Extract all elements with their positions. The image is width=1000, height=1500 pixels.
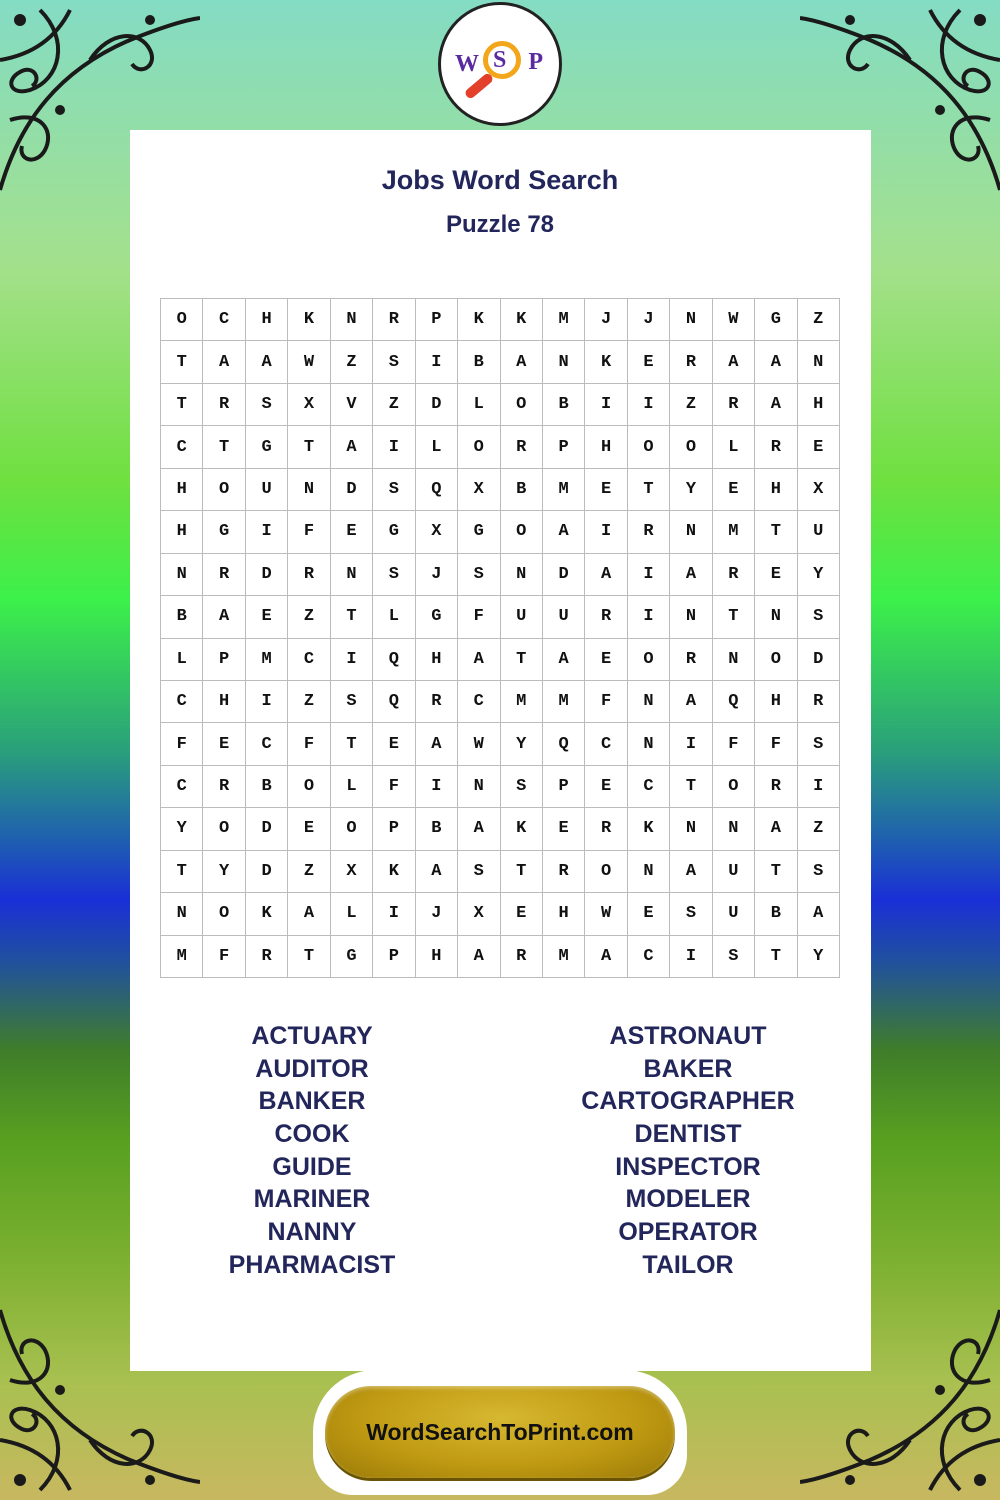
grid-cell[interactable]: L (331, 893, 373, 935)
grid-cell[interactable]: R (373, 299, 415, 341)
grid-cell[interactable]: T (501, 639, 543, 681)
grid-cell[interactable]: S (373, 554, 415, 596)
grid-cell[interactable]: N (713, 808, 755, 850)
grid-cell[interactable]: O (501, 384, 543, 426)
grid-cell[interactable]: X (331, 851, 373, 893)
grid-cell[interactable]: T (755, 936, 797, 978)
grid-cell[interactable]: F (203, 936, 245, 978)
grid-cell[interactable]: J (628, 299, 670, 341)
grid-cell[interactable]: O (585, 851, 627, 893)
grid-cell[interactable]: I (670, 723, 712, 765)
grid-cell[interactable]: I (416, 766, 458, 808)
grid-cell[interactable]: W (458, 723, 500, 765)
grid-cell[interactable]: E (288, 808, 330, 850)
grid-cell[interactable]: R (713, 384, 755, 426)
grid-cell[interactable]: Z (670, 384, 712, 426)
grid-cell[interactable]: U (798, 511, 840, 553)
grid-cell[interactable]: V (331, 384, 373, 426)
grid-cell[interactable]: G (203, 511, 245, 553)
grid-cell[interactable]: E (755, 554, 797, 596)
grid-cell[interactable]: Y (670, 469, 712, 511)
grid-cell[interactable]: A (458, 808, 500, 850)
grid-cell[interactable]: P (203, 639, 245, 681)
word-list-item: ACTUARY (251, 1022, 373, 1050)
grid-cell[interactable]: F (585, 681, 627, 723)
grid-cell[interactable]: B (458, 341, 500, 383)
word-list-item: BANKER (258, 1087, 366, 1116)
grid-cell[interactable]: G (458, 511, 500, 553)
grid-cell[interactable]: H (161, 469, 203, 511)
grid-cell[interactable]: T (288, 936, 330, 978)
grid-cell[interactable]: F (713, 723, 755, 765)
website-label: WordSearchToPrint.com (366, 1418, 634, 1445)
grid-cell[interactable]: C (628, 766, 670, 808)
grid-cell[interactable]: N (670, 596, 712, 638)
word-list-left (162, 1020, 462, 1282)
grid-cell[interactable]: Z (288, 596, 330, 638)
grid-cell[interactable]: U (713, 893, 755, 935)
grid-cell[interactable]: S (458, 851, 500, 893)
grid-cell[interactable]: R (755, 766, 797, 808)
grid-cell[interactable]: N (670, 511, 712, 553)
grid-cell[interactable]: K (246, 893, 288, 935)
grid-cell[interactable]: I (246, 681, 288, 723)
grid-cell[interactable]: A (585, 554, 627, 596)
grid-cell[interactable]: C (161, 426, 203, 468)
grid-cell[interactable]: S (713, 936, 755, 978)
grid-cell[interactable]: T (713, 596, 755, 638)
grid-cell[interactable]: K (585, 341, 627, 383)
grid-cell[interactable]: H (246, 299, 288, 341)
grid-cell[interactable]: D (543, 554, 585, 596)
grid-cell[interactable]: E (798, 426, 840, 468)
grid-cell[interactable]: I (628, 596, 670, 638)
grid-cell[interactable]: W (585, 893, 627, 935)
grid-cell[interactable]: S (458, 554, 500, 596)
logo-letter-p: P (528, 49, 543, 75)
grid-cell[interactable]: J (416, 554, 458, 596)
grid-cell[interactable]: R (670, 341, 712, 383)
word-list-item: DENTIST (634, 1120, 742, 1149)
word-list-item: GUIDE (272, 1152, 352, 1181)
grid-cell[interactable]: G (246, 426, 288, 468)
grid-cell[interactable]: A (288, 893, 330, 935)
grid-cell[interactable]: I (628, 384, 670, 426)
grid-cell[interactable]: F (373, 766, 415, 808)
grid-cell[interactable]: E (585, 766, 627, 808)
grid-cell[interactable]: A (713, 341, 755, 383)
grid-cell[interactable]: O (458, 426, 500, 468)
grid-cell[interactable]: A (755, 808, 797, 850)
grid-cell[interactable]: K (373, 851, 415, 893)
wsp-logo[interactable] (438, 2, 562, 126)
grid-cell[interactable]: L (161, 639, 203, 681)
grid-cell[interactable]: D (416, 384, 458, 426)
grid-cell[interactable]: I (798, 766, 840, 808)
word-list-item: COOK (274, 1120, 350, 1149)
grid-cell[interactable]: T (501, 851, 543, 893)
grid-cell[interactable]: H (416, 639, 458, 681)
grid-cell[interactable]: R (501, 936, 543, 978)
grid-cell[interactable]: G (755, 299, 797, 341)
grid-cell[interactable]: E (713, 469, 755, 511)
grid-cell[interactable]: E (543, 808, 585, 850)
grid-cell[interactable]: A (416, 851, 458, 893)
grid-cell[interactable]: A (798, 893, 840, 935)
grid-cell[interactable]: A (755, 384, 797, 426)
grid-cell[interactable]: G (416, 596, 458, 638)
grid-cell[interactable]: R (203, 554, 245, 596)
word-list-item: TAILOR (642, 1250, 734, 1279)
grid-cell[interactable]: C (161, 766, 203, 808)
grid-cell[interactable]: L (713, 426, 755, 468)
grid-cell[interactable]: O (755, 639, 797, 681)
grid-cell[interactable]: N (755, 596, 797, 638)
grid-cell[interactable]: A (585, 936, 627, 978)
grid-cell[interactable]: L (416, 426, 458, 468)
grid-cell[interactable]: D (331, 469, 373, 511)
grid-cell[interactable]: A (458, 639, 500, 681)
grid-cell[interactable]: N (543, 341, 585, 383)
grid-cell[interactable]: K (501, 299, 543, 341)
grid-cell[interactable]: A (501, 341, 543, 383)
grid-cell[interactable]: N (670, 808, 712, 850)
grid-cell[interactable]: J (416, 893, 458, 935)
grid-cell[interactable]: T (628, 469, 670, 511)
grid-cell[interactable]: Y (161, 808, 203, 850)
grid-cell[interactable]: K (501, 808, 543, 850)
grid-cell[interactable]: R (288, 554, 330, 596)
grid-cell[interactable]: I (585, 384, 627, 426)
page-title: Jobs Word Search (381, 165, 619, 195)
grid-cell[interactable]: Z (331, 341, 373, 383)
grid-cell[interactable]: T (203, 426, 245, 468)
grid-cell[interactable]: D (246, 808, 288, 850)
grid-cell[interactable]: M (501, 681, 543, 723)
grid-cell[interactable]: S (798, 723, 840, 765)
grid-cell[interactable]: S (331, 681, 373, 723)
grid-cell[interactable]: R (543, 851, 585, 893)
grid-cell[interactable]: C (628, 936, 670, 978)
grid-cell[interactable]: M (713, 511, 755, 553)
grid-cell[interactable]: Z (373, 384, 415, 426)
grid-cell[interactable]: T (331, 596, 373, 638)
grid-cell[interactable]: T (161, 851, 203, 893)
word-list-item: AUDITOR (255, 1054, 369, 1083)
grid-cell[interactable]: N (458, 766, 500, 808)
grid-cell[interactable]: R (798, 681, 840, 723)
word-list-item: OPERATOR (618, 1218, 758, 1247)
grid-cell[interactable]: M (543, 681, 585, 723)
grid-cell[interactable]: Q (373, 681, 415, 723)
grid-cell[interactable]: E (246, 596, 288, 638)
grid-cell[interactable]: B (161, 596, 203, 638)
word-list-item: ASTRONAUT (609, 1022, 767, 1050)
grid-cell[interactable]: B (755, 893, 797, 935)
grid-cell[interactable]: T (755, 511, 797, 553)
grid-cell[interactable]: E (628, 341, 670, 383)
grid-cell[interactable]: I (416, 341, 458, 383)
grid-cell[interactable]: O (670, 426, 712, 468)
grid-cell[interactable]: K (288, 299, 330, 341)
grid-cell[interactable]: I (246, 511, 288, 553)
grid-cell[interactable]: C (458, 681, 500, 723)
grid-cell[interactable]: Z (288, 851, 330, 893)
grid-cell[interactable]: N (331, 554, 373, 596)
grid-cell[interactable]: X (416, 511, 458, 553)
word-list-item: MODELER (625, 1185, 751, 1214)
grid-cell[interactable]: L (458, 384, 500, 426)
grid-cell[interactable]: O (501, 511, 543, 553)
grid-cell[interactable]: S (798, 851, 840, 893)
grid-cell[interactable]: K (458, 299, 500, 341)
grid-cell[interactable]: F (458, 596, 500, 638)
grid-cell[interactable]: H (543, 893, 585, 935)
grid-cell[interactable]: T (755, 851, 797, 893)
grid-cell[interactable]: U (501, 596, 543, 638)
grid-cell[interactable]: R (246, 936, 288, 978)
grid-cell[interactable]: H (161, 511, 203, 553)
grid-cell[interactable]: C (288, 639, 330, 681)
grid-cell[interactable]: N (713, 639, 755, 681)
grid-cell[interactable]: N (628, 723, 670, 765)
grid-cell[interactable]: B (246, 766, 288, 808)
grid-cell[interactable]: O (161, 299, 203, 341)
grid-cell[interactable]: I (373, 893, 415, 935)
grid-cell[interactable]: O (713, 766, 755, 808)
grid-cell[interactable]: I (331, 639, 373, 681)
grid-cell[interactable]: O (203, 808, 245, 850)
letter-grid (160, 298, 840, 978)
grid-cell[interactable]: H (416, 936, 458, 978)
grid-cell[interactable]: P (543, 766, 585, 808)
grid-cell[interactable]: N (161, 554, 203, 596)
grid-cell[interactable]: Q (543, 723, 585, 765)
grid-cell[interactable]: A (755, 341, 797, 383)
grid-cell[interactable]: E (628, 893, 670, 935)
grid-cell[interactable]: A (416, 723, 458, 765)
grid-cell[interactable]: F (161, 723, 203, 765)
grid-cell[interactable]: R (755, 426, 797, 468)
grid-cell[interactable]: T (288, 426, 330, 468)
grid-cell[interactable]: R (628, 511, 670, 553)
grid-cell[interactable]: N (798, 341, 840, 383)
word-list-right (538, 1020, 838, 1282)
grid-cell[interactable]: A (670, 554, 712, 596)
grid-cell[interactable]: Z (288, 681, 330, 723)
grid-cell[interactable]: Q (713, 681, 755, 723)
grid-cell[interactable]: H (585, 426, 627, 468)
grid-cell[interactable]: C (203, 299, 245, 341)
grid-cell[interactable]: S (373, 469, 415, 511)
grid-cell[interactable]: U (543, 596, 585, 638)
word-list-item: MARINER (253, 1185, 371, 1214)
grid-cell[interactable]: I (670, 936, 712, 978)
grid-cell[interactable]: D (246, 554, 288, 596)
grid-cell[interactable]: O (331, 808, 373, 850)
grid-cell[interactable]: P (416, 299, 458, 341)
grid-cell[interactable]: A (543, 639, 585, 681)
grid-cell[interactable]: B (501, 469, 543, 511)
grid-cell[interactable]: P (543, 426, 585, 468)
grid-cell[interactable]: R (416, 681, 458, 723)
grid-cell[interactable]: O (203, 469, 245, 511)
grid-cell[interactable]: E (585, 639, 627, 681)
grid-cell[interactable]: Q (416, 469, 458, 511)
website-button[interactable] (325, 1386, 675, 1478)
grid-cell[interactable]: Y (501, 723, 543, 765)
grid-cell[interactable]: T (331, 723, 373, 765)
grid-cell[interactable]: K (628, 808, 670, 850)
grid-cell[interactable]: A (246, 341, 288, 383)
grid-cell[interactable]: W (713, 299, 755, 341)
grid-cell[interactable]: E (585, 469, 627, 511)
grid-cell[interactable]: C (246, 723, 288, 765)
grid-cell[interactable]: U (246, 469, 288, 511)
grid-cell[interactable]: H (755, 469, 797, 511)
grid-cell[interactable]: R (713, 554, 755, 596)
grid-cell[interactable]: N (628, 851, 670, 893)
grid-cell[interactable]: Y (798, 554, 840, 596)
grid-cell[interactable]: R (501, 426, 543, 468)
word-list-item: INSPECTOR (615, 1152, 761, 1181)
grid-cell[interactable]: P (373, 936, 415, 978)
grid-cell[interactable]: I (585, 511, 627, 553)
grid-cell[interactable]: N (670, 299, 712, 341)
grid-cell[interactable]: X (798, 469, 840, 511)
grid-cell[interactable]: R (670, 639, 712, 681)
word-list-item: BAKER (643, 1054, 733, 1083)
grid-cell[interactable]: T (161, 341, 203, 383)
grid-cell[interactable]: I (373, 426, 415, 468)
word-list-item: PHARMACIST (228, 1250, 396, 1279)
puzzle-number: Puzzle 78 (445, 211, 555, 238)
grid-cell[interactable]: O (628, 426, 670, 468)
grid-cell[interactable]: M (543, 469, 585, 511)
grid-cell[interactable]: O (288, 766, 330, 808)
grid-cell[interactable]: B (416, 808, 458, 850)
grid-cell[interactable]: E (203, 723, 245, 765)
grid-cell[interactable]: S (373, 341, 415, 383)
grid-cell[interactable]: R (585, 596, 627, 638)
grid-cell[interactable]: S (501, 766, 543, 808)
grid-cell[interactable]: W (288, 341, 330, 383)
grid-cell[interactable]: N (501, 554, 543, 596)
grid-cell[interactable]: Y (203, 851, 245, 893)
grid-cell[interactable]: S (798, 596, 840, 638)
grid-cell[interactable]: R (585, 808, 627, 850)
grid-cell[interactable]: N (161, 893, 203, 935)
grid-cell[interactable]: L (331, 766, 373, 808)
grid-cell[interactable]: Y (798, 936, 840, 978)
grid-cell[interactable]: Z (798, 808, 840, 850)
grid-cell[interactable]: A (458, 936, 500, 978)
grid-cell[interactable]: E (331, 511, 373, 553)
grid-cell[interactable]: N (331, 299, 373, 341)
grid-cell[interactable]: M (543, 299, 585, 341)
grid-cell[interactable]: I (628, 554, 670, 596)
grid-cell[interactable]: A (543, 511, 585, 553)
grid-cell[interactable]: L (373, 596, 415, 638)
grid-cell[interactable]: D (246, 851, 288, 893)
grid-cell[interactable]: G (331, 936, 373, 978)
grid-cell[interactable]: X (458, 469, 500, 511)
grid-cell[interactable]: U (713, 851, 755, 893)
grid-cell[interactable]: Q (373, 639, 415, 681)
grid-cell[interactable]: O (203, 893, 245, 935)
grid-cell[interactable]: H (203, 681, 245, 723)
grid-cell[interactable]: E (373, 723, 415, 765)
grid-cell[interactable]: A (670, 681, 712, 723)
grid-cell[interactable]: R (203, 766, 245, 808)
grid-cell[interactable]: T (161, 384, 203, 426)
grid-cell[interactable]: H (798, 384, 840, 426)
grid-cell[interactable]: A (203, 596, 245, 638)
grid-cell[interactable]: E (501, 893, 543, 935)
grid-cell[interactable]: C (161, 681, 203, 723)
grid-cell[interactable]: B (543, 384, 585, 426)
grid-cell[interactable]: A (670, 851, 712, 893)
grid-cell[interactable]: A (203, 341, 245, 383)
grid-cell[interactable]: F (288, 723, 330, 765)
grid-cell[interactable]: N (288, 469, 330, 511)
grid-cell[interactable]: T (670, 766, 712, 808)
grid-cell[interactable]: F (755, 723, 797, 765)
grid-cell[interactable]: O (628, 639, 670, 681)
grid-cell[interactable]: H (755, 681, 797, 723)
grid-cell[interactable]: Z (798, 299, 840, 341)
logo-letter-w: W (455, 51, 479, 77)
grid-cell[interactable]: G (373, 511, 415, 553)
grid-cell[interactable]: M (543, 936, 585, 978)
grid-cell[interactable]: R (203, 384, 245, 426)
grid-cell[interactable]: M (246, 639, 288, 681)
grid-cell[interactable]: S (246, 384, 288, 426)
logo-letter-s: S (493, 47, 507, 73)
grid-cell[interactable]: S (670, 893, 712, 935)
grid-cell[interactable]: N (628, 681, 670, 723)
grid-cell[interactable]: F (288, 511, 330, 553)
grid-cell[interactable]: X (458, 893, 500, 935)
grid-cell[interactable]: C (585, 723, 627, 765)
grid-cell[interactable]: X (288, 384, 330, 426)
word-list-item: NANNY (267, 1218, 357, 1247)
grid-cell[interactable]: D (798, 639, 840, 681)
grid-cell[interactable]: P (373, 808, 415, 850)
grid-cell[interactable]: J (585, 299, 627, 341)
word-list-item: CARTOGRAPHER (581, 1087, 795, 1116)
grid-cell[interactable]: M (161, 936, 203, 978)
grid-cell[interactable]: A (331, 426, 373, 468)
